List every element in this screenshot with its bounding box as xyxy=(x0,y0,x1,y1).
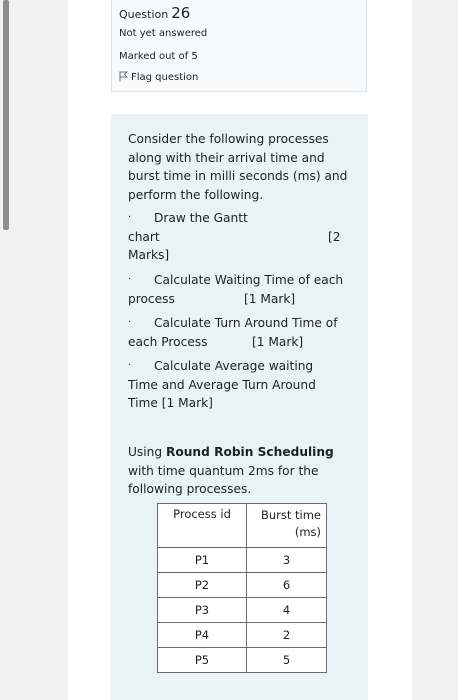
rr-algorithm: Round Robin Scheduling xyxy=(166,445,334,459)
right-margin xyxy=(412,0,458,700)
process-table xyxy=(157,503,327,673)
process-id-cell: P2 xyxy=(158,573,247,598)
bullet-dot: · xyxy=(128,317,132,328)
question-number xyxy=(119,4,190,22)
task-line-row xyxy=(128,290,358,309)
round-robin-instruction xyxy=(128,443,348,499)
flag-question-label: Flag question xyxy=(131,72,199,83)
task-line: Calculate Average waiting xyxy=(154,359,314,373)
task-line: Time and Average Turn Around xyxy=(128,377,316,392)
bullet-dot: · xyxy=(128,274,132,285)
flag-question-link[interactable] xyxy=(119,71,198,83)
task-item-averages xyxy=(128,357,358,413)
burst-time-cell: 2 xyxy=(247,623,327,648)
bullet-dot: · xyxy=(128,360,132,371)
task-item-gantt xyxy=(128,209,358,265)
bullet-dot: · xyxy=(128,212,132,223)
process-id-cell: P1 xyxy=(158,548,247,573)
left-margin xyxy=(0,0,68,700)
task-line: process xyxy=(128,291,175,306)
burst-time-cell: 3 xyxy=(247,548,327,573)
flag-icon xyxy=(119,71,128,82)
task-line: Time [1 Mark] xyxy=(128,396,213,410)
task-line: Calculate Turn Around Time of xyxy=(154,316,338,330)
task-line: Draw the Gantt xyxy=(154,211,248,225)
task-line: chart xyxy=(128,229,160,244)
task-mark: [1 Mark] xyxy=(252,334,304,349)
question-info-panel xyxy=(111,0,367,92)
process-id-cell: P5 xyxy=(158,648,247,673)
table-row xyxy=(158,573,327,598)
process-id-cell: P4 xyxy=(158,623,247,648)
column-header-burst-time: Burst time (ms) xyxy=(247,504,327,548)
question-label: Question xyxy=(119,8,169,21)
task-mark: [2 xyxy=(328,229,341,244)
table-header-row xyxy=(158,504,327,548)
task-line-row xyxy=(128,228,358,247)
column-header-process-id: Process id xyxy=(158,504,247,548)
question-intro xyxy=(128,130,353,204)
task-line-row xyxy=(128,333,358,352)
burst-time-cell: 5 xyxy=(247,648,327,673)
task-line: Calculate Waiting Time of each xyxy=(154,273,344,287)
burst-time-cell: 4 xyxy=(247,598,327,623)
table-row xyxy=(158,548,327,573)
process-id-cell: P3 xyxy=(158,598,247,623)
question-intro-text: Consider the following processes along with their arrival time and burst time in milli seconds (ms) and perform the following. xyxy=(128,132,348,202)
task-mark: [1 Mark] xyxy=(244,291,296,306)
rr-suffix: with time quantum 2ms for the following processes. xyxy=(128,463,319,496)
table-row xyxy=(158,598,327,623)
question-grade: Marked out of 5 xyxy=(119,51,198,62)
task-line: each Process xyxy=(128,334,208,349)
burst-time-cell: 6 xyxy=(247,573,327,598)
table-row xyxy=(158,648,327,673)
question-state: Not yet answered xyxy=(119,28,208,39)
question-number-value: 26 xyxy=(171,4,191,22)
task-line: Marks] xyxy=(128,248,170,262)
task-item-turnaround-time xyxy=(128,314,358,351)
table-row xyxy=(158,623,327,648)
scrollbar[interactable] xyxy=(3,0,9,230)
task-item-waiting-time xyxy=(128,271,358,308)
rr-prefix: Using xyxy=(128,445,166,459)
